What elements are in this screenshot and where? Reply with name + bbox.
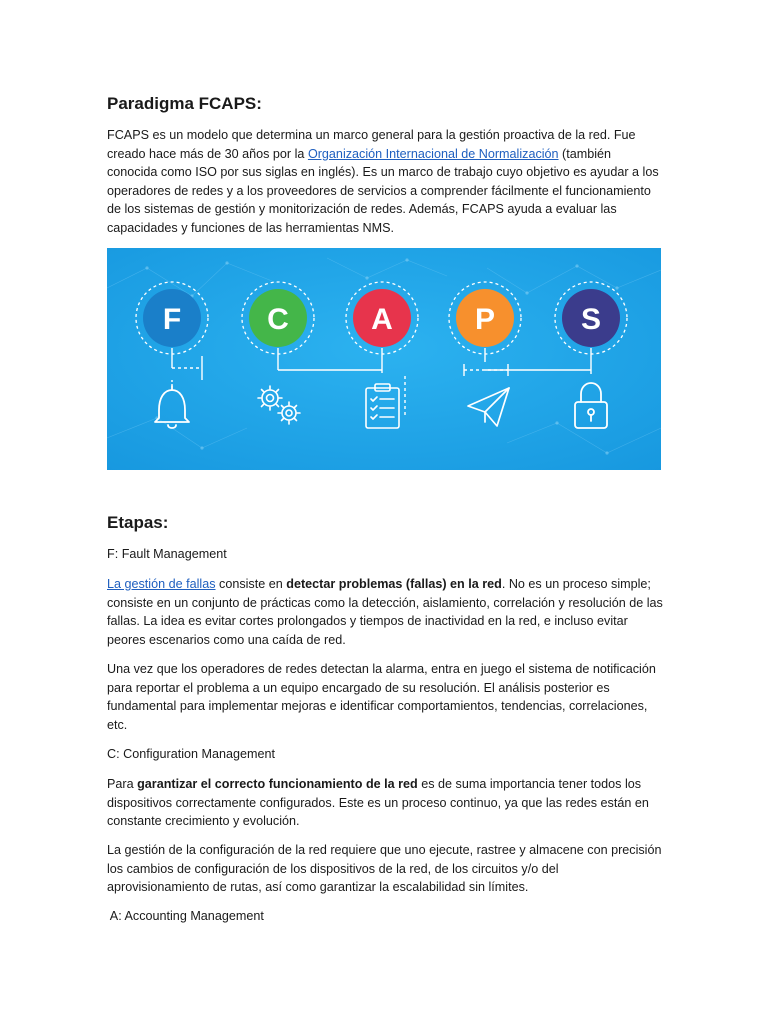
configuration-paragraph-1 — [107, 775, 663, 831]
fault-paragraph-2: Una vez que los operadores de redes detectan la alarma, entra en juego el sistema de notificación para reportar el problema a un equipo encargado de su resolución. El análisis posterior es fundamental para implementar mejoras e identificar comportamientos, tendencias, correlaciones, etc. — [107, 662, 656, 732]
fault-paragraph-1 — [107, 575, 663, 649]
intro-paragraph — [107, 126, 663, 238]
fault-management-link[interactable]: La gestión de fallas — [107, 577, 216, 591]
configuration-management-heading: C: Configuration Management — [107, 747, 276, 761]
fault-p1-rest: . No es un proceso simple; consiste en un conjunto de prácticas como la detección, aislamiento, correlación y resolución de las fallas. La idea es evitar cortes prolongados y tiempos de inactividad en la red, e incluso evitar peores escenarios como una caída de red. — [107, 577, 663, 647]
letter-F: F — [162, 303, 182, 336]
config-p1-rest: es de suma importancia tener todos los dispositivos correctamente configurados. Este es un proceso continuo, ya que las redes están en constante crecimiento y evolución. — [107, 777, 649, 829]
config-p1-bold: garantizar el correcto funcionamiento de la red — [137, 777, 418, 791]
config-p1-before: Para — [107, 777, 138, 791]
fault-p1-mid: consiste en — [215, 577, 287, 591]
fault-management-heading: F: Fault Management — [107, 547, 227, 561]
accounting-management-heading: A: Accounting Management — [107, 909, 264, 923]
fcaps-banner — [107, 248, 661, 470]
page-title: Paradigma FCAPS: — [107, 94, 262, 113]
letter-P: P — [474, 303, 496, 336]
stages-title: Etapas: — [107, 513, 169, 532]
letter-S: S — [580, 303, 602, 336]
iso-link[interactable]: Organización Internacional de Normalización — [307, 146, 559, 161]
configuration-paragraph-2: La gestión de la configuración de la red requiere que uno ejecute, rastree y almacene con precisión los cambios de configuración de los dispositivos de la red, de los circuitos y/o del aprovisionamiento de rutas, así como garantizar la escalabilidad sin límites. — [107, 843, 662, 895]
banner-background — [107, 248, 661, 470]
intro-text-before: FCAPS es un modelo que determina un marco general para la gestión proactiva de la red. Fue creado hace más de 30 años por la — [107, 128, 636, 161]
fault-p1-bold: detectar problemas (fallas) en la red — [286, 577, 502, 591]
letter-A: A — [371, 303, 393, 336]
intro-text-after: (también conocida como ISO por sus siglas en inglés). Es un marco de trabajo cuyo objetivo es ayudar a los operadores de redes y a los proveedores de servicios a comprender fácilmente el funcionamiento de los sistemas de gestión y monitorización de redes. Además, FCAPS ayuda a evaluar las capacidades y funciones de las herramientas NMS. — [107, 146, 659, 235]
letter-C: C — [267, 303, 289, 336]
fcaps-diagram — [107, 248, 661, 470]
